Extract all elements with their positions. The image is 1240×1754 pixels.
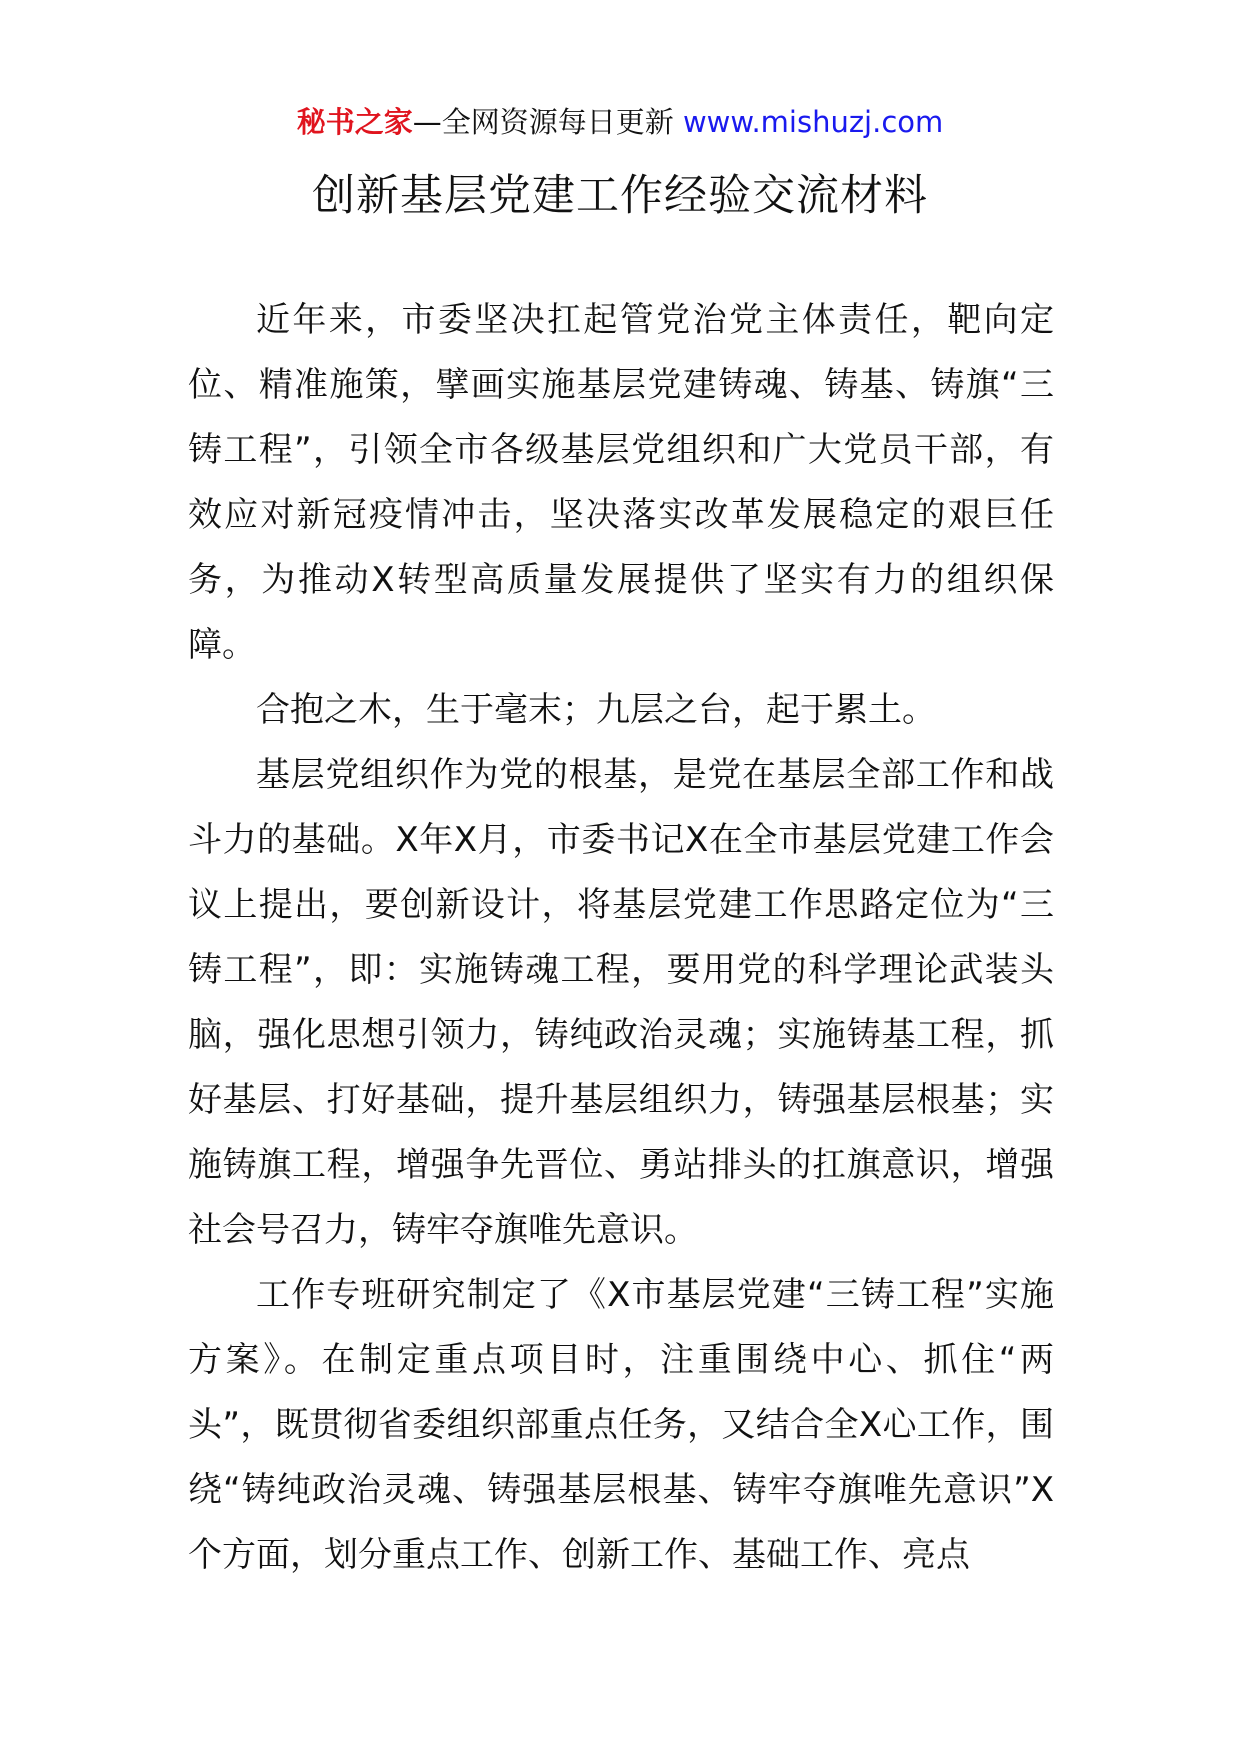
document-body [188,288,1054,1588]
paragraph: 近年来，市委坚决扛起管党治党主体责任，靶向定位、精准施策，擘画实施基层党建铸魂、铸基、铸旗“三铸工程”，引领全市各级基层党组织和广大党员干部，有效应对新冠疫情冲击，坚决落实改革发展稳定的艰巨任务，为推动X转型高质量发展提供了坚实有力的组织保障。 [188,300,1054,665]
paragraph: 工作专班研究制定了《X市基层党建“三铸工程”实施方案》。在制定重点项目时，注重围绕中心、抓住“两头”，既贯彻省委组织部重点任务，又结合全X心工作，围绕“铸纯政治灵魂、铸强基层根基、铸牢夺旗唯先意识”X个方面，划分重点工作、创新工作、基础工作、亮点 [188,1275,1054,1575]
site-header [0,102,1240,142]
site-slogan: —全网资源每日更新 [412,105,674,139]
paragraph: 基层党组织作为党的根基，是党在基层全部工作和战斗力的基础。X年X月，市委书记X在全市基层党建工作会议上提出，要创新设计，将基层党建工作思路定位为“三铸工程”，即：实施铸魂工程，要用党的科学理论武装头脑，强化思想引领力，铸纯政治灵魂；实施铸基工程，抓好基层、打好基础，提升基层组织力，铸强基层根基；实施铸旗工程，增强争先晋位、勇站排头的扛旗意识，增强社会号召力，铸牢夺旗唯先意识。 [188,755,1054,1250]
site-url-link[interactable]: www.mishuzj.com [682,105,944,139]
site-brand: 秘书之家 [296,105,413,139]
document-title: 创新基层党建工作经验交流材料 [312,171,928,221]
paragraph: 合抱之木，生于毫末；九层之台，起于累土。 [256,690,936,730]
